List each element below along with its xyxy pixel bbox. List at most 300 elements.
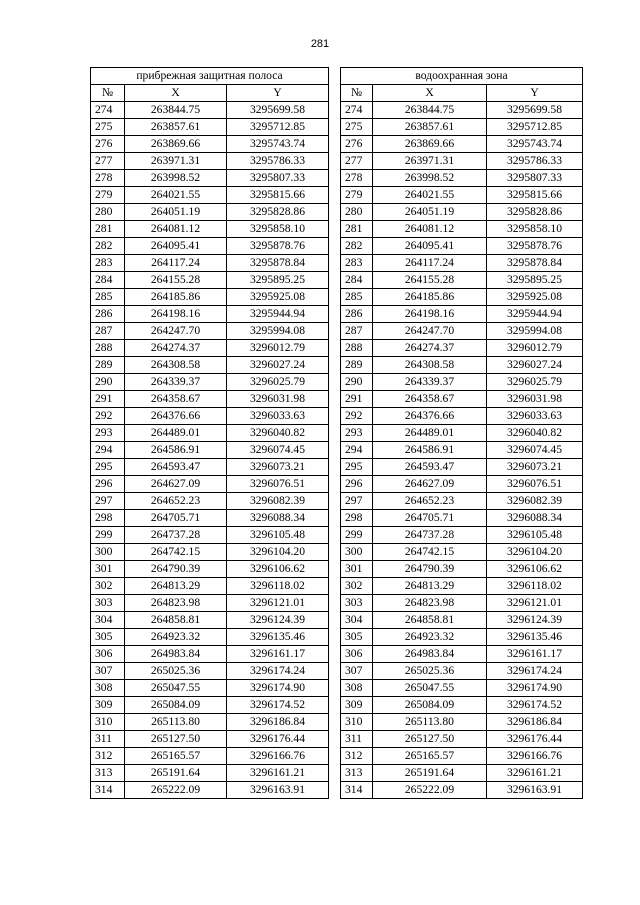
point-number-left: 274 [91,102,125,119]
y-coordinate-right: 3296033.63 [487,408,583,425]
column-separator [329,153,341,170]
x-coordinate-right: 264652.23 [373,493,487,510]
y-coordinate-left: 3296027.24 [227,357,329,374]
table-row [91,391,583,408]
table-row [91,323,583,340]
x-coordinate-left: 264705.71 [125,510,227,527]
point-number-right: 291 [341,391,373,408]
x-coordinate-left: 264095.41 [125,238,227,255]
table-row [91,425,583,442]
x-coordinate-right: 265127.50 [373,731,487,748]
point-number-right: 281 [341,221,373,238]
table-row [91,102,583,119]
point-number-right: 293 [341,425,373,442]
point-number-left: 294 [91,442,125,459]
point-number-left: 286 [91,306,125,323]
y-coordinate-right: 3296073.21 [487,459,583,476]
column-separator [329,527,341,544]
column-separator [329,612,341,629]
x-coordinate-right: 264081.12 [373,221,487,238]
point-number-left: 309 [91,697,125,714]
column-separator [329,255,341,272]
column-separator [329,714,341,731]
point-number-left: 275 [91,119,125,136]
y-coordinate-left: 3296012.79 [227,340,329,357]
table-row [91,136,583,153]
x-coordinate-left: 263844.75 [125,102,227,119]
point-number-left: 287 [91,323,125,340]
table-row [91,731,583,748]
x-coordinate-left: 264051.19 [125,204,227,221]
table-row [91,510,583,527]
x-coordinate-left: 264358.67 [125,391,227,408]
y-coordinate-left: 3295786.33 [227,153,329,170]
x-coordinate-right: 264489.01 [373,425,487,442]
point-number-left: 313 [91,765,125,782]
point-number-right: 276 [341,136,373,153]
y-coordinate-left: 3296082.39 [227,493,329,510]
column-separator [329,782,341,799]
table-row [91,357,583,374]
x-coordinate-right: 263869.66 [373,136,487,153]
point-number-right: 288 [341,340,373,357]
y-coordinate-right: 3296121.01 [487,595,583,612]
x-coordinate-left: 264858.81 [125,612,227,629]
point-number-right: 282 [341,238,373,255]
column-separator [329,306,341,323]
point-number-right: 308 [341,680,373,697]
x-coordinate-right: 264705.71 [373,510,487,527]
y-coordinate-left: 3296174.24 [227,663,329,680]
y-coordinate-left: 3295828.86 [227,204,329,221]
y-coordinate-left: 3295944.94 [227,306,329,323]
column-separator [329,204,341,221]
y-coordinate-left: 3296124.39 [227,612,329,629]
point-number-right: 295 [341,459,373,476]
x-coordinate-right: 264586.91 [373,442,487,459]
point-number-right: 301 [341,561,373,578]
column-header-number-left: № [91,85,125,102]
y-coordinate-left: 3296118.02 [227,578,329,595]
x-coordinate-left: 264117.24 [125,255,227,272]
y-coordinate-right: 3295807.33 [487,170,583,187]
column-separator [329,544,341,561]
point-number-right: 302 [341,578,373,595]
point-number-left: 300 [91,544,125,561]
point-number-left: 290 [91,374,125,391]
column-header-y-left: Y [227,85,329,102]
y-coordinate-left: 3296031.98 [227,391,329,408]
column-separator [329,102,341,119]
point-number-left: 311 [91,731,125,748]
x-coordinate-right: 265191.64 [373,765,487,782]
table-row [91,663,583,680]
table-row [91,204,583,221]
y-coordinate-left: 3295743.74 [227,136,329,153]
y-coordinate-right: 3296124.39 [487,612,583,629]
column-separator [329,697,341,714]
x-coordinate-right: 264185.86 [373,289,487,306]
x-coordinate-right: 265047.55 [373,680,487,697]
x-coordinate-left: 265084.09 [125,697,227,714]
y-coordinate-right: 3296166.76 [487,748,583,765]
point-number-left: 282 [91,238,125,255]
x-coordinate-right: 264737.28 [373,527,487,544]
x-coordinate-left: 265191.64 [125,765,227,782]
y-coordinate-left: 3295807.33 [227,170,329,187]
column-separator [329,510,341,527]
column-separator [329,340,341,357]
x-coordinate-left: 265165.57 [125,748,227,765]
column-separator [329,289,341,306]
table-row [91,289,583,306]
y-coordinate-left: 3295878.84 [227,255,329,272]
y-coordinate-left: 3296161.21 [227,765,329,782]
table-row [91,748,583,765]
x-coordinate-left: 264021.55 [125,187,227,204]
point-number-left: 280 [91,204,125,221]
y-coordinate-right: 3296082.39 [487,493,583,510]
x-coordinate-right: 264117.24 [373,255,487,272]
table-row [91,238,583,255]
x-coordinate-left: 265047.55 [125,680,227,697]
column-separator [329,425,341,442]
y-coordinate-left: 3295699.58 [227,102,329,119]
column-separator [329,68,341,85]
point-number-right: 312 [341,748,373,765]
point-number-right: 296 [341,476,373,493]
x-coordinate-right: 265113.80 [373,714,487,731]
x-coordinate-right: 263844.75 [373,102,487,119]
x-coordinate-left: 264247.70 [125,323,227,340]
table-row [91,629,583,646]
x-coordinate-right: 264155.28 [373,272,487,289]
table-row [91,697,583,714]
column-separator [329,357,341,374]
column-separator [329,170,341,187]
coordinates-table [90,67,583,799]
column-separator [329,374,341,391]
point-number-right: 298 [341,510,373,527]
y-coordinate-right: 3296031.98 [487,391,583,408]
y-coordinate-right: 3295815.66 [487,187,583,204]
x-coordinate-left: 264339.37 [125,374,227,391]
y-coordinate-left: 3295858.10 [227,221,329,238]
x-coordinate-right: 264983.84 [373,646,487,663]
y-coordinate-right: 3296106.62 [487,561,583,578]
point-number-left: 299 [91,527,125,544]
x-coordinate-left: 264155.28 [125,272,227,289]
y-coordinate-left: 3296040.82 [227,425,329,442]
point-number-left: 277 [91,153,125,170]
column-separator [329,476,341,493]
x-coordinate-left: 264185.86 [125,289,227,306]
x-coordinate-left: 264198.16 [125,306,227,323]
table-row [91,272,583,289]
y-coordinate-right: 3295743.74 [487,136,583,153]
y-coordinate-right: 3296040.82 [487,425,583,442]
x-coordinate-right: 264021.55 [373,187,487,204]
y-coordinate-right: 3296076.51 [487,476,583,493]
x-coordinate-right: 263857.61 [373,119,487,136]
point-number-right: 300 [341,544,373,561]
column-separator [329,595,341,612]
x-coordinate-right: 264823.98 [373,595,487,612]
table-row [91,374,583,391]
y-coordinate-right: 3296163.91 [487,782,583,799]
point-number-left: 291 [91,391,125,408]
x-coordinate-right: 264923.32 [373,629,487,646]
table-row [91,612,583,629]
x-coordinate-left: 264586.91 [125,442,227,459]
point-number-right: 279 [341,187,373,204]
x-coordinate-left: 264652.23 [125,493,227,510]
x-coordinate-right: 265222.09 [373,782,487,799]
y-coordinate-left: 3296163.91 [227,782,329,799]
point-number-right: 277 [341,153,373,170]
y-coordinate-left: 3296121.01 [227,595,329,612]
x-coordinate-right: 265025.36 [373,663,487,680]
x-coordinate-right: 264858.81 [373,612,487,629]
point-number-left: 308 [91,680,125,697]
point-number-right: 286 [341,306,373,323]
point-number-right: 305 [341,629,373,646]
y-coordinate-right: 3295925.08 [487,289,583,306]
section-title-coastal-strip: прибрежная защитная полоса [91,68,329,85]
table-row [91,646,583,663]
point-number-right: 283 [341,255,373,272]
table-row [91,765,583,782]
point-number-right: 303 [341,595,373,612]
x-coordinate-left: 264823.98 [125,595,227,612]
point-number-left: 306 [91,646,125,663]
column-separator [329,578,341,595]
point-number-right: 274 [341,102,373,119]
x-coordinate-left: 264081.12 [125,221,227,238]
point-number-right: 307 [341,663,373,680]
y-coordinate-right: 3296105.48 [487,527,583,544]
page-number: 281 [310,38,330,50]
column-separator [329,646,341,663]
x-coordinate-right: 264813.29 [373,578,487,595]
x-coordinate-right: 263998.52 [373,170,487,187]
x-coordinate-right: 264593.47 [373,459,487,476]
point-number-right: 292 [341,408,373,425]
point-number-left: 285 [91,289,125,306]
table-row [91,153,583,170]
y-coordinate-left: 3296161.17 [227,646,329,663]
y-coordinate-left: 3295994.08 [227,323,329,340]
column-separator [329,408,341,425]
x-coordinate-left: 264274.37 [125,340,227,357]
section-title-row [91,68,583,85]
point-number-left: 302 [91,578,125,595]
y-coordinate-right: 3295994.08 [487,323,583,340]
x-coordinate-right: 265165.57 [373,748,487,765]
point-number-left: 297 [91,493,125,510]
table-row [91,561,583,578]
table-row [91,680,583,697]
point-number-left: 304 [91,612,125,629]
column-separator [329,238,341,255]
point-number-left: 303 [91,595,125,612]
point-number-right: 309 [341,697,373,714]
x-coordinate-left: 263971.31 [125,153,227,170]
column-header-number-right: № [341,85,373,102]
table-row [91,442,583,459]
y-coordinate-right: 3295828.86 [487,204,583,221]
y-coordinate-left: 3296074.45 [227,442,329,459]
table-row [91,527,583,544]
x-coordinate-left: 264627.09 [125,476,227,493]
y-coordinate-right: 3296088.34 [487,510,583,527]
point-number-right: 304 [341,612,373,629]
y-coordinate-left: 3295895.25 [227,272,329,289]
column-separator [329,680,341,697]
table-row [91,187,583,204]
column-separator [329,272,341,289]
y-coordinate-left: 3295712.85 [227,119,329,136]
y-coordinate-left: 3296033.63 [227,408,329,425]
x-coordinate-left: 263998.52 [125,170,227,187]
x-coordinate-left: 264923.32 [125,629,227,646]
table-row [91,255,583,272]
y-coordinate-right: 3295895.25 [487,272,583,289]
y-coordinate-left: 3295878.76 [227,238,329,255]
x-coordinate-left: 264376.66 [125,408,227,425]
point-number-right: 314 [341,782,373,799]
y-coordinate-right: 3296027.24 [487,357,583,374]
column-separator [329,731,341,748]
y-coordinate-left: 3295925.08 [227,289,329,306]
column-header-x-right: X [373,85,487,102]
column-separator [329,119,341,136]
column-separator [329,221,341,238]
x-coordinate-right: 264790.39 [373,561,487,578]
point-number-right: 289 [341,357,373,374]
point-number-left: 298 [91,510,125,527]
y-coordinate-right: 3296161.21 [487,765,583,782]
y-coordinate-left: 3296104.20 [227,544,329,561]
table-row [91,544,583,561]
column-header-row [91,85,583,102]
y-coordinate-left: 3296166.76 [227,748,329,765]
column-separator [329,459,341,476]
point-number-right: 310 [341,714,373,731]
y-coordinate-right: 3295712.85 [487,119,583,136]
x-coordinate-right: 264274.37 [373,340,487,357]
point-number-left: 293 [91,425,125,442]
point-number-right: 278 [341,170,373,187]
y-coordinate-right: 3296174.90 [487,680,583,697]
point-number-left: 301 [91,561,125,578]
table-row [91,578,583,595]
point-number-left: 314 [91,782,125,799]
y-coordinate-right: 3296012.79 [487,340,583,357]
table-body [91,102,583,799]
point-number-right: 275 [341,119,373,136]
point-number-left: 289 [91,357,125,374]
column-header-x-left: X [125,85,227,102]
y-coordinate-right: 3296104.20 [487,544,583,561]
point-number-right: 297 [341,493,373,510]
table-row [91,408,583,425]
x-coordinate-right: 264198.16 [373,306,487,323]
x-coordinate-left: 263869.66 [125,136,227,153]
point-number-right: 290 [341,374,373,391]
y-coordinate-left: 3296174.52 [227,697,329,714]
x-coordinate-left: 265025.36 [125,663,227,680]
point-number-left: 281 [91,221,125,238]
column-header-y-right: Y [487,85,583,102]
y-coordinate-right: 3295878.84 [487,255,583,272]
point-number-right: 294 [341,442,373,459]
section-title-water-protection-zone: водоохранная зона [341,68,583,85]
y-coordinate-right: 3295944.94 [487,306,583,323]
x-coordinate-right: 264308.58 [373,357,487,374]
table-row [91,714,583,731]
point-number-left: 305 [91,629,125,646]
y-coordinate-right: 3296074.45 [487,442,583,459]
table-row [91,340,583,357]
x-coordinate-right: 264358.67 [373,391,487,408]
point-number-left: 296 [91,476,125,493]
x-coordinate-right: 264627.09 [373,476,487,493]
x-coordinate-right: 264376.66 [373,408,487,425]
point-number-right: 280 [341,204,373,221]
y-coordinate-right: 3296174.24 [487,663,583,680]
point-number-left: 284 [91,272,125,289]
column-separator [329,629,341,646]
column-separator [329,493,341,510]
column-separator [329,663,341,680]
y-coordinate-left: 3296106.62 [227,561,329,578]
x-coordinate-right: 265084.09 [373,697,487,714]
x-coordinate-left: 264813.29 [125,578,227,595]
x-coordinate-left: 263857.61 [125,119,227,136]
x-coordinate-left: 265113.80 [125,714,227,731]
table-row [91,782,583,799]
point-number-right: 306 [341,646,373,663]
y-coordinate-left: 3296088.34 [227,510,329,527]
y-coordinate-left: 3296174.90 [227,680,329,697]
y-coordinate-right: 3295858.10 [487,221,583,238]
y-coordinate-left: 3296073.21 [227,459,329,476]
table-row [91,119,583,136]
column-separator [329,136,341,153]
x-coordinate-left: 264983.84 [125,646,227,663]
y-coordinate-left: 3296135.46 [227,629,329,646]
x-coordinate-left: 264593.47 [125,459,227,476]
x-coordinate-left: 265222.09 [125,782,227,799]
point-number-right: 285 [341,289,373,306]
x-coordinate-right: 263971.31 [373,153,487,170]
x-coordinate-right: 264247.70 [373,323,487,340]
point-number-left: 310 [91,714,125,731]
y-coordinate-left: 3296186.84 [227,714,329,731]
column-separator [329,561,341,578]
point-number-left: 276 [91,136,125,153]
x-coordinate-right: 264095.41 [373,238,487,255]
point-number-left: 295 [91,459,125,476]
y-coordinate-left: 3296105.48 [227,527,329,544]
y-coordinate-left: 3295815.66 [227,187,329,204]
point-number-left: 283 [91,255,125,272]
x-coordinate-left: 264489.01 [125,425,227,442]
column-separator [329,442,341,459]
y-coordinate-right: 3295878.76 [487,238,583,255]
point-number-left: 312 [91,748,125,765]
